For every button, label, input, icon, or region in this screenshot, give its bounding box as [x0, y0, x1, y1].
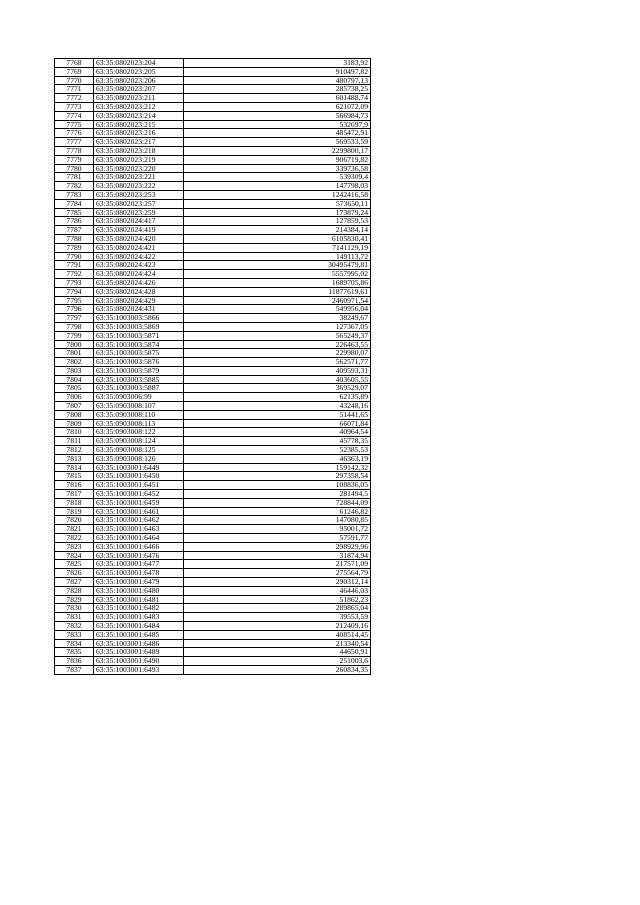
cadastral-number-cell: 63:35:1003001:6478 [94, 569, 184, 578]
value-cell: 61246,82 [184, 507, 371, 516]
table-row [55, 463, 371, 472]
value-cell: 62135,89 [184, 393, 371, 402]
row-number-cell: 7834 [55, 639, 94, 648]
cadastral-number-cell: 63:35:0802023:214 [94, 111, 184, 120]
cadastral-number-cell: 63:35:0903008:107 [94, 402, 184, 411]
value-cell: 298929,96 [184, 542, 371, 551]
table-row [55, 85, 371, 94]
table-row [55, 657, 371, 666]
cadastral-number-cell: 63:35:0903008:113 [94, 419, 184, 428]
value-cell: 281494,5 [184, 490, 371, 499]
cadastral-number-cell: 63:35:0802023:219 [94, 155, 184, 164]
value-cell: 46446,03 [184, 586, 371, 595]
cadastral-number-cell: 63:35:0802023:212 [94, 102, 184, 111]
cadastral-number-cell: 63:35:1003001:6452 [94, 490, 184, 499]
cadastral-number-cell: 63:35:1003001:6490 [94, 657, 184, 666]
row-number-cell: 7832 [55, 622, 94, 631]
cadastral-number-cell: 63:35:1003003:5874 [94, 340, 184, 349]
value-cell: 566984,73 [184, 111, 371, 120]
table-row [55, 534, 371, 543]
table-row [55, 490, 371, 499]
row-number-cell: 7797 [55, 314, 94, 323]
row-number-cell: 7827 [55, 578, 94, 587]
row-number-cell: 7777 [55, 138, 94, 147]
cadastral-number-cell: 63:35:1003001:6489 [94, 648, 184, 657]
table-row [55, 305, 371, 314]
cadastral-number-cell: 63:35:0903008:126 [94, 454, 184, 463]
table-row [55, 428, 371, 437]
row-number-cell: 7775 [55, 120, 94, 129]
cadastral-number-cell: 63:35:1003003:5885 [94, 375, 184, 384]
value-cell: 11877619,61 [184, 287, 371, 296]
value-cell: 251003,6 [184, 657, 371, 666]
row-number-cell: 7803 [55, 366, 94, 375]
row-number-cell: 7783 [55, 190, 94, 199]
table-row [55, 190, 371, 199]
cadastral-number-cell: 63:35:1003001:6477 [94, 560, 184, 569]
row-number-cell: 7781 [55, 173, 94, 182]
value-cell: 260834,35 [184, 665, 371, 674]
row-number-cell: 7808 [55, 410, 94, 419]
row-number-cell: 7778 [55, 146, 94, 155]
row-number-cell: 7830 [55, 604, 94, 613]
value-cell: 45778,35 [184, 437, 371, 446]
cadastral-number-cell: 63:35:0802023:215 [94, 120, 184, 129]
row-number-cell: 7828 [55, 586, 94, 595]
row-number-cell: 7825 [55, 560, 94, 569]
cadastral-number-cell: 63:35:0802024:431 [94, 305, 184, 314]
value-cell: 44650,91 [184, 648, 371, 657]
value-cell: 173879,24 [184, 208, 371, 217]
table-row [55, 578, 371, 587]
table-row [55, 454, 371, 463]
cadastral-number-cell: 63:35:0802023:211 [94, 94, 184, 103]
value-cell: 159142,32 [184, 463, 371, 472]
value-cell: 621072,09 [184, 102, 371, 111]
table-row [55, 613, 371, 622]
table-row [55, 542, 371, 551]
cadastral-number-cell: 63:35:0802023:204 [94, 59, 184, 68]
value-cell: 601488,74 [184, 94, 371, 103]
cadastral-number-cell: 63:35:1003003:5875 [94, 349, 184, 358]
row-number-cell: 7780 [55, 164, 94, 173]
table-row [55, 261, 371, 270]
value-cell: 51862,23 [184, 595, 371, 604]
table-row [55, 155, 371, 164]
row-number-cell: 7784 [55, 199, 94, 208]
cadastral-number-cell: 63:35:1003001:6479 [94, 578, 184, 587]
cadastral-number-cell: 63:35:0802024:420 [94, 234, 184, 243]
table-row [55, 639, 371, 648]
row-number-cell: 7818 [55, 498, 94, 507]
value-cell: 339736,58 [184, 164, 371, 173]
table-row [55, 366, 371, 375]
table-row [55, 586, 371, 595]
value-cell: 1689705,86 [184, 278, 371, 287]
table-row [55, 498, 371, 507]
cadastral-number-cell: 63:35:1003001:6482 [94, 604, 184, 613]
table-row [55, 252, 371, 261]
value-cell: 562571,77 [184, 358, 371, 367]
row-number-cell: 7806 [55, 393, 94, 402]
cadastral-number-cell: 63:35:0802024:419 [94, 226, 184, 235]
value-cell: 40964,54 [184, 428, 371, 437]
cadastral-number-cell: 63:35:1003001:6480 [94, 586, 184, 595]
value-cell: 539309,4 [184, 173, 371, 182]
row-number-cell: 7807 [55, 402, 94, 411]
value-cell: 565249,37 [184, 331, 371, 340]
cadastral-number-cell: 63:35:1003003:5871 [94, 331, 184, 340]
row-number-cell: 7785 [55, 208, 94, 217]
table-row [55, 146, 371, 155]
row-number-cell: 7816 [55, 481, 94, 490]
cadastral-value-table [54, 58, 371, 675]
row-number-cell: 7800 [55, 340, 94, 349]
value-cell: 906719,82 [184, 155, 371, 164]
value-cell: 212409,16 [184, 622, 371, 631]
table-row [55, 648, 371, 657]
cadastral-number-cell: 63:35:1003001:6464 [94, 534, 184, 543]
cadastral-number-cell: 63:35:0802024:428 [94, 287, 184, 296]
value-cell: 57591,77 [184, 534, 371, 543]
table-row [55, 393, 371, 402]
cadastral-number-cell: 63:35:1003003:5879 [94, 366, 184, 375]
row-number-cell: 7809 [55, 419, 94, 428]
table-row [55, 472, 371, 481]
row-number-cell: 7811 [55, 437, 94, 446]
row-number-cell: 7799 [55, 331, 94, 340]
table-row [55, 217, 371, 226]
row-number-cell: 7794 [55, 287, 94, 296]
cadastral-number-cell: 63:35:0903008:125 [94, 446, 184, 455]
row-number-cell: 7787 [55, 226, 94, 235]
cadastral-number-cell: 63:35:0802024:426 [94, 278, 184, 287]
value-cell: 573650,11 [184, 199, 371, 208]
table-row [55, 199, 371, 208]
value-cell: 217571,09 [184, 560, 371, 569]
row-number-cell: 7792 [55, 270, 94, 279]
row-number-cell: 7782 [55, 182, 94, 191]
value-cell: 910497,82 [184, 67, 371, 76]
value-cell: 52385,53 [184, 446, 371, 455]
cadastral-number-cell: 63:35:1003003:5887 [94, 384, 184, 393]
cadastral-number-cell: 63:35:0802024:422 [94, 252, 184, 261]
cadastral-number-cell: 63:35:0903008:124 [94, 437, 184, 446]
value-cell: 275564,79 [184, 569, 371, 578]
cadastral-number-cell: 63:35:1003001:6450 [94, 472, 184, 481]
table-row [55, 226, 371, 235]
cadastral-number-cell: 63:35:1003003:5876 [94, 358, 184, 367]
table-row [55, 331, 371, 340]
row-number-cell: 7801 [55, 349, 94, 358]
cadastral-number-cell: 63:35:0802023:217 [94, 138, 184, 147]
table-row [55, 560, 371, 569]
value-cell: 149113,72 [184, 252, 371, 261]
value-cell: 549956,04 [184, 305, 371, 314]
value-cell: 147798,03 [184, 182, 371, 191]
table-row [55, 481, 371, 490]
value-cell: 403605,55 [184, 375, 371, 384]
cadastral-number-cell: 63:35:0802023:206 [94, 76, 184, 85]
table-row [55, 507, 371, 516]
cadastral-number-cell: 63:35:0802023:218 [94, 146, 184, 155]
table-row [55, 349, 371, 358]
table-row [55, 604, 371, 613]
value-cell: 229980,07 [184, 349, 371, 358]
table-row [55, 358, 371, 367]
value-cell: 6105830,41 [184, 234, 371, 243]
cadastral-number-cell: 63:35:1003001:6459 [94, 498, 184, 507]
table-row [55, 402, 371, 411]
cadastral-number-cell: 63:35:0802023:257 [94, 199, 184, 208]
cadastral-number-cell: 63:35:1003001:6449 [94, 463, 184, 472]
cadastral-number-cell: 63:35:1003001:6486 [94, 639, 184, 648]
row-number-cell: 7821 [55, 525, 94, 534]
table-row [55, 551, 371, 560]
table-row [55, 516, 371, 525]
cadastral-number-cell: 63:35:1003001:6463 [94, 525, 184, 534]
row-number-cell: 7774 [55, 111, 94, 120]
table-row [55, 595, 371, 604]
row-number-cell: 7779 [55, 155, 94, 164]
row-number-cell: 7804 [55, 375, 94, 384]
table-row [55, 446, 371, 455]
row-number-cell: 7786 [55, 217, 94, 226]
table-row [55, 182, 371, 191]
value-cell: 127367,05 [184, 322, 371, 331]
value-cell: 480797,13 [184, 76, 371, 85]
value-cell: 532697,9 [184, 120, 371, 129]
value-cell: 3183,92 [184, 59, 371, 68]
cadastral-number-cell: 63:35:0903008:122 [94, 428, 184, 437]
row-number-cell: 7824 [55, 551, 94, 560]
table-row [55, 243, 371, 252]
cadastral-number-cell: 63:35:1003001:6484 [94, 622, 184, 631]
cadastral-number-cell: 63:35:1003003:5869 [94, 322, 184, 331]
cadastral-number-cell: 63:35:0802023:216 [94, 129, 184, 138]
table-row [55, 102, 371, 111]
cadastral-number-cell: 63:35:0802023:253 [94, 190, 184, 199]
value-cell: 95001,72 [184, 525, 371, 534]
row-number-cell: 7798 [55, 322, 94, 331]
table-row [55, 120, 371, 129]
value-cell: 408514,45 [184, 630, 371, 639]
row-number-cell: 7835 [55, 648, 94, 657]
cadastral-number-cell: 63:35:0802024:423 [94, 261, 184, 270]
value-cell: 213340,54 [184, 639, 371, 648]
table-row [55, 67, 371, 76]
table-row [55, 569, 371, 578]
value-cell: 46363,19 [184, 454, 371, 463]
table-row [55, 129, 371, 138]
table-row [55, 164, 371, 173]
value-cell: 5557995,02 [184, 270, 371, 279]
value-cell: 66071,84 [184, 419, 371, 428]
table-body [55, 59, 371, 675]
row-number-cell: 7802 [55, 358, 94, 367]
cadastral-number-cell: 63:35:0802024:421 [94, 243, 184, 252]
cadastral-number-cell: 63:35:1003001:6461 [94, 507, 184, 516]
cadastral-number-cell: 63:35:1003001:6483 [94, 613, 184, 622]
table-row [55, 525, 371, 534]
cadastral-number-cell: 63:35:0802023:220 [94, 164, 184, 173]
cadastral-number-cell: 63:35:0903006:99 [94, 393, 184, 402]
cadastral-number-cell: 63:35:1003001:6493 [94, 665, 184, 674]
cadastral-number-cell: 63:35:1003001:6466 [94, 542, 184, 551]
value-cell: 409593,31 [184, 366, 371, 375]
row-number-cell: 7789 [55, 243, 94, 252]
row-number-cell: 7833 [55, 630, 94, 639]
row-number-cell: 7817 [55, 490, 94, 499]
value-cell: 147080,85 [184, 516, 371, 525]
table-row [55, 322, 371, 331]
cadastral-number-cell: 63:35:1003001:6485 [94, 630, 184, 639]
value-cell: 2460971,54 [184, 296, 371, 305]
value-cell: 51441,65 [184, 410, 371, 419]
table-row [55, 375, 371, 384]
row-number-cell: 7793 [55, 278, 94, 287]
table-row [55, 437, 371, 446]
row-number-cell: 7772 [55, 94, 94, 103]
table-row [55, 59, 371, 68]
cadastral-number-cell: 63:35:0802024:429 [94, 296, 184, 305]
row-number-cell: 7836 [55, 657, 94, 666]
value-cell: 214384,14 [184, 226, 371, 235]
table-row [55, 208, 371, 217]
row-number-cell: 7826 [55, 569, 94, 578]
cadastral-number-cell: 63:35:1003001:6462 [94, 516, 184, 525]
table-row [55, 296, 371, 305]
row-number-cell: 7791 [55, 261, 94, 270]
table-row [55, 384, 371, 393]
cadastral-number-cell: 63:35:1003001:6476 [94, 551, 184, 560]
value-cell: 289865,04 [184, 604, 371, 613]
row-number-cell: 7795 [55, 296, 94, 305]
cadastral-number-cell: 63:35:0802023:259 [94, 208, 184, 217]
value-cell: 127859,53 [184, 217, 371, 226]
value-cell: 297358,54 [184, 472, 371, 481]
value-cell: 285738,25 [184, 85, 371, 94]
value-cell: 2299800,17 [184, 146, 371, 155]
row-number-cell: 7788 [55, 234, 94, 243]
table-row [55, 234, 371, 243]
row-number-cell: 7814 [55, 463, 94, 472]
row-number-cell: 7822 [55, 534, 94, 543]
row-number-cell: 7810 [55, 428, 94, 437]
value-cell: 31874,94 [184, 551, 371, 560]
row-number-cell: 7829 [55, 595, 94, 604]
table-row [55, 622, 371, 631]
value-cell: 43248,16 [184, 402, 371, 411]
table-row [55, 287, 371, 296]
table-row [55, 76, 371, 85]
table-row [55, 111, 371, 120]
value-cell: 369529,07 [184, 384, 371, 393]
value-cell: 226463,55 [184, 340, 371, 349]
row-number-cell: 7773 [55, 102, 94, 111]
row-number-cell: 7769 [55, 67, 94, 76]
table-row [55, 314, 371, 323]
cadastral-number-cell: 63:35:1003001:6451 [94, 481, 184, 490]
table-row [55, 665, 371, 674]
value-cell: 728844,09 [184, 498, 371, 507]
value-cell: 30495479,81 [184, 261, 371, 270]
table-row [55, 410, 371, 419]
row-number-cell: 7796 [55, 305, 94, 314]
cadastral-number-cell: 63:35:1003003:5866 [94, 314, 184, 323]
cadastral-number-cell: 63:35:0802023:207 [94, 85, 184, 94]
table-row [55, 278, 371, 287]
value-cell: 7141129,19 [184, 243, 371, 252]
value-cell: 569533,59 [184, 138, 371, 147]
row-number-cell: 7770 [55, 76, 94, 85]
row-number-cell: 7776 [55, 129, 94, 138]
value-cell: 39553,59 [184, 613, 371, 622]
table-row [55, 340, 371, 349]
row-number-cell: 7813 [55, 454, 94, 463]
cadastral-number-cell: 63:35:0903008:110 [94, 410, 184, 419]
value-cell: 485472,91 [184, 129, 371, 138]
cadastral-number-cell: 63:35:0802023:221 [94, 173, 184, 182]
row-number-cell: 7815 [55, 472, 94, 481]
row-number-cell: 7837 [55, 665, 94, 674]
table-row [55, 270, 371, 279]
row-number-cell: 7831 [55, 613, 94, 622]
value-cell: 1242416,58 [184, 190, 371, 199]
cadastral-number-cell: 63:35:1003001:6481 [94, 595, 184, 604]
value-cell: 290312,14 [184, 578, 371, 587]
row-number-cell: 7805 [55, 384, 94, 393]
row-number-cell: 7768 [55, 59, 94, 68]
cadastral-number-cell: 63:35:0802024:417 [94, 217, 184, 226]
table-row [55, 138, 371, 147]
table-row [55, 173, 371, 182]
row-number-cell: 7823 [55, 542, 94, 551]
table-row [55, 419, 371, 428]
row-number-cell: 7820 [55, 516, 94, 525]
row-number-cell: 7812 [55, 446, 94, 455]
cadastral-number-cell: 63:35:0802023:222 [94, 182, 184, 191]
cadastral-number-cell: 63:35:0802024:424 [94, 270, 184, 279]
row-number-cell: 7790 [55, 252, 94, 261]
table-row [55, 94, 371, 103]
value-cell: 38249,67 [184, 314, 371, 323]
row-number-cell: 7771 [55, 85, 94, 94]
cadastral-number-cell: 63:35:0802023:205 [94, 67, 184, 76]
value-cell: 108836,05 [184, 481, 371, 490]
row-number-cell: 7819 [55, 507, 94, 516]
table-row [55, 630, 371, 639]
